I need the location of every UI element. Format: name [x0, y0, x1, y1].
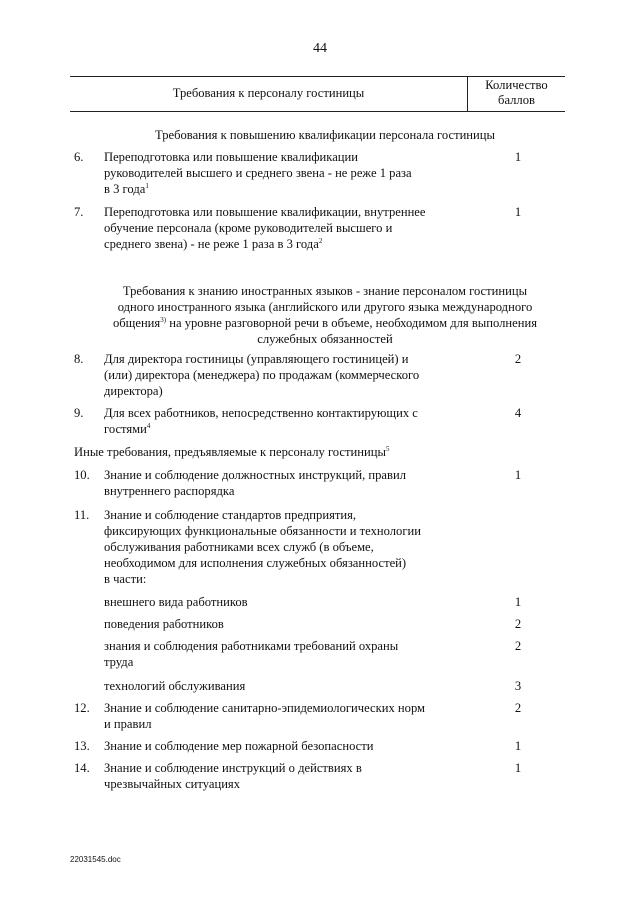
footnote-ref: 4 — [146, 422, 151, 430]
row-text-line: чрезвычайных ситуациях — [104, 777, 241, 791]
row-text-line: Знание и соблюдение санитарно-эпидемиологических норм — [104, 701, 426, 715]
row-number: 14. — [74, 761, 90, 775]
row-score: 1 — [514, 205, 522, 219]
document-filename: 22031545.doc — [70, 855, 121, 864]
row-text-line: Для всех работников, непосредственно контактирующих с — [104, 406, 418, 420]
row-text-line: руководителей высшего и среднего звена - не реже 1 раза — [104, 166, 412, 180]
row-text — [104, 700, 474, 732]
row-text — [104, 760, 474, 792]
row-text-line: Переподготовка или повышение квалификации — [104, 150, 359, 164]
row-score: 2 — [514, 352, 522, 366]
section-line: служебных обязанностей — [257, 332, 393, 346]
score-column-header — [468, 78, 565, 108]
section-line: Требования к знанию иностранных языков - знание персоналом гостиницы — [122, 284, 528, 298]
row-text — [104, 738, 474, 754]
row-text-line: Знание и соблюдение инструкций о действиях в — [104, 761, 362, 775]
row-number: 12. — [74, 701, 90, 715]
row-text — [104, 467, 474, 499]
row-number: 11. — [74, 508, 90, 522]
row-text-line: Знание и соблюдение должностных инструкций, правил — [104, 468, 406, 482]
section-qualification-title: Требования к повышению квалификации персонала гостиницы — [155, 128, 495, 142]
row-text-line: Переподготовка или повышение квалификации, внутреннее — [104, 205, 426, 219]
footnote-ref: 1 — [145, 182, 149, 190]
row-score: 2 — [514, 701, 522, 715]
footnote-ref: 3) — [160, 316, 167, 324]
table-top-border — [70, 76, 565, 77]
row-score: 4 — [514, 406, 522, 420]
row-text-line: среднего звена) - не реже 1 раза в 3 года$^2$ — [104, 237, 323, 251]
row-text-line: Знание и соблюдение мер пожарной безопасности — [104, 739, 374, 753]
row-text-line: необходимом для исполнения служебных обязанностей) — [104, 556, 407, 570]
requirements-column-header: Требования к персоналу гостиницы — [172, 86, 365, 100]
page-number: 44 — [313, 41, 327, 56]
row-text-line: обучение персонала (кроме руководителей высшего и — [104, 221, 393, 235]
subrow-text — [104, 638, 474, 670]
subrow-text: поведения работников — [104, 617, 224, 631]
row-score: 1 — [514, 761, 522, 775]
row-score: 1 — [514, 468, 522, 482]
row-text-line: Для директора гостиницы (управляющего гостиницей) и — [104, 352, 409, 366]
row-text-line: Знание и соблюдение стандартов предприятия, — [104, 508, 357, 522]
row-text — [104, 405, 474, 437]
section-line: общения$^{3)}$ на уровне разговорной речи в объеме, необходимом для выполнения — [112, 316, 538, 330]
row-text-line: гостями$^4$ — [104, 422, 151, 436]
score-header-line-1: Количество — [485, 78, 548, 92]
row-score: 1 — [514, 150, 522, 164]
row-score: 2 — [514, 617, 522, 631]
row-text-line: фиксирующих функциональные обязанности и технологии — [104, 524, 421, 538]
row-text — [104, 507, 474, 587]
score-header-line-2: баллов — [498, 93, 535, 107]
footnote-ref: 5 — [385, 445, 390, 453]
section-line: одного иностранного языка (английского или другого языка международного — [117, 300, 533, 314]
table-header-border — [70, 111, 565, 112]
row-text-line: в части: — [104, 572, 147, 586]
row-text-line: труда — [104, 655, 134, 669]
row-score: 1 — [514, 595, 522, 609]
subrow-text: технологий обслуживания — [104, 679, 246, 693]
row-score: 3 — [514, 679, 522, 693]
row-text — [104, 149, 474, 197]
row-score: 2 — [514, 639, 522, 653]
row-number: 10. — [74, 468, 90, 482]
row-text-line: знания и соблюдения работниками требований охраны — [104, 639, 399, 653]
row-text — [104, 204, 474, 252]
row-score: 1 — [514, 739, 522, 753]
row-number: 13. — [74, 739, 90, 753]
section-languages-title — [80, 283, 570, 347]
row-text-line: внутреннего распорядка — [104, 484, 235, 498]
row-number: 8. — [74, 352, 84, 366]
row-text-line: и правил — [104, 717, 152, 731]
row-number: 6. — [74, 150, 84, 164]
row-number: 9. — [74, 406, 84, 420]
subrow-text: внешнего вида работников — [104, 595, 248, 609]
row-text-line: (или) директора (менеджера) по продажам (коммерческого — [104, 368, 420, 382]
footnote-ref: 2 — [318, 237, 323, 245]
section-other-title: Иные требования, предъявляемые к персоналу гостиницы$^5$ — [74, 445, 390, 459]
row-text — [104, 351, 474, 399]
row-text-line: в 3 года$^1$ — [104, 182, 149, 196]
row-text-line: директора) — [104, 384, 163, 398]
row-text-line: обслуживания работниками всех служб (в объеме, — [104, 540, 374, 554]
row-number: 7. — [74, 205, 84, 219]
